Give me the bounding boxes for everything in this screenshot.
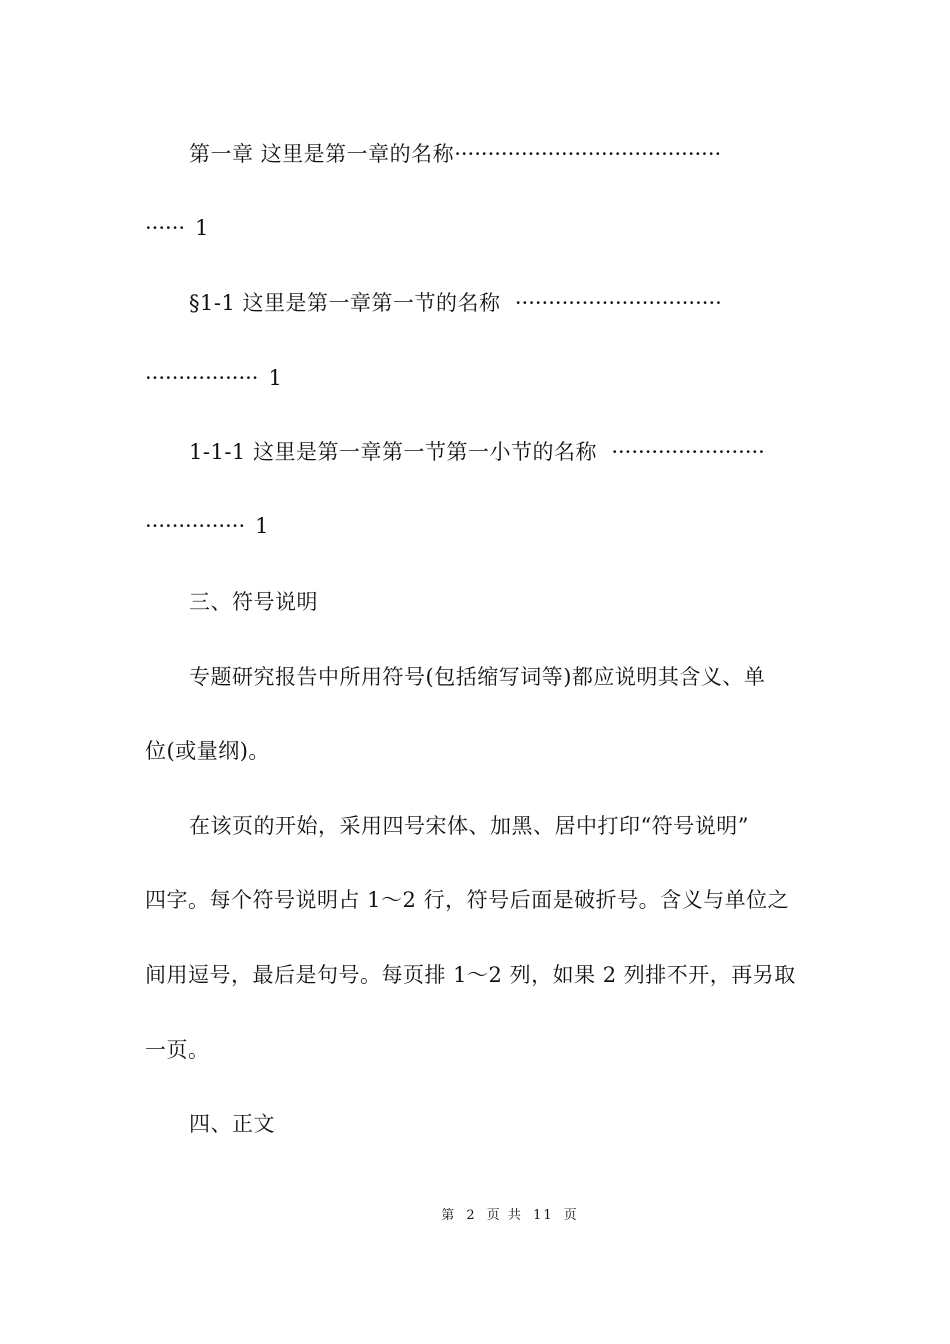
toc-subsection-line-1 xyxy=(189,438,815,466)
section-3-heading: 三、符号说明 xyxy=(189,590,318,614)
footer-total-pages: 11 xyxy=(533,1208,554,1223)
section-3-para1-line2: 位(或量纲)。 xyxy=(145,739,270,763)
toc-chapter-page: 1 xyxy=(195,216,209,240)
toc-chapter-title: 第一章 这里是第一章的名称 xyxy=(189,142,455,166)
toc-subsection-leader-cont: ··············· xyxy=(145,514,246,538)
toc-subsection-leader: ······················· xyxy=(611,440,765,464)
footer-prefix: 第 xyxy=(441,1208,457,1223)
section-3-para2-line2: 四字。每个符号说明占 1～2 行，符号后面是破折号。含义与单位之 xyxy=(145,888,790,912)
section-4-heading: 四、正文 xyxy=(189,1112,275,1136)
toc-section-leader-cont: ················· xyxy=(145,366,259,390)
section-3-para1-line1: 专题研究报告中所用符号(包括缩写词等)都应说明其含义、单 xyxy=(189,665,766,689)
toc-chapter-leader-cont: ······ xyxy=(145,216,186,240)
toc-subsection-page: 1 xyxy=(255,514,270,538)
section-3-para2-line4: 一页。 xyxy=(145,1038,210,1062)
toc-chapter-leader: ········································ xyxy=(454,142,722,166)
toc-section-title: §1-1 这里是第一章第一节的名称 xyxy=(189,291,501,315)
toc-chapter-line-1 xyxy=(189,140,815,168)
page-footer xyxy=(0,1206,950,1226)
footer-suffix: 页 xyxy=(563,1208,579,1223)
section-3-para2-line1: 在该页的开始，采用四号宋体、加黑、居中打印“符号说明” xyxy=(189,814,749,838)
footer-current-page: 2 xyxy=(466,1208,477,1223)
toc-subsection-line-2 xyxy=(145,512,815,540)
toc-section-line-1 xyxy=(189,289,815,317)
section-3-para2-line3: 间用逗号，最后是句号。每页排 1～2 列，如果 2 列排不开，再另取 xyxy=(145,963,796,987)
toc-section-leader: ······························· xyxy=(514,291,722,315)
toc-chapter-line-2 xyxy=(145,214,815,242)
toc-section-line-2 xyxy=(145,364,815,392)
toc-subsection-title: 1-1-1 这里是第一章第一节第一小节的名称 xyxy=(189,440,597,464)
footer-middle: 页 共 xyxy=(486,1208,523,1223)
toc-section-page: 1 xyxy=(268,366,283,390)
